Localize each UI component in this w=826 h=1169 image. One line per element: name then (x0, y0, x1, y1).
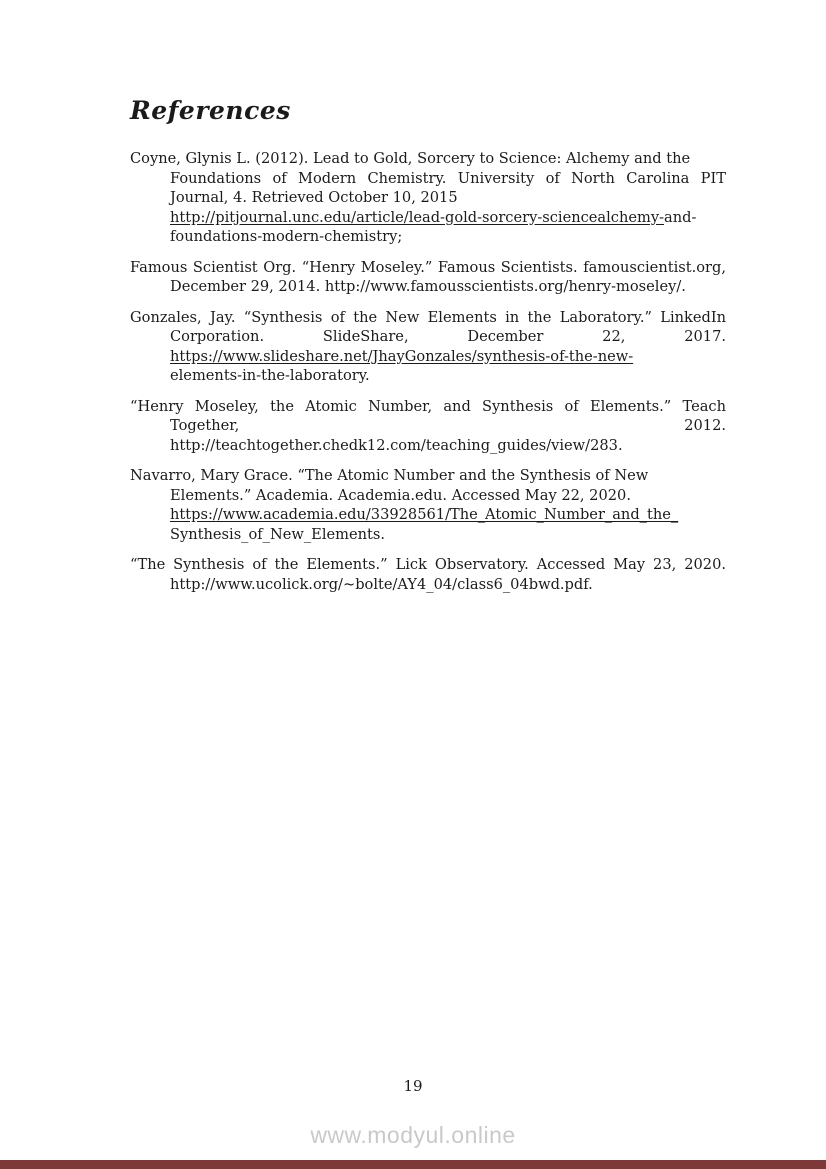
reference-line (130, 277, 726, 297)
reference-url-underlined: https://www.academia.edu/33928561/The_Atomic_Number_and_the_ (170, 506, 679, 523)
reference-text: Together, 2012. (170, 417, 726, 434)
reference-line (130, 327, 726, 347)
reference-line (130, 308, 726, 328)
reference-text: elements-in-the-laboratory. (170, 367, 370, 384)
reference-text: Coyne, Glynis L. (2012). Lead to Gold, Sorcery to Science: Alchemy and the (130, 150, 691, 167)
reference-text: and- (664, 208, 697, 226)
reference-url-underlined: https://www.slideshare.net/JhayGonzales/synthesis-of-the-new- (170, 347, 634, 365)
reference-line (130, 416, 726, 436)
reference-line (130, 397, 726, 417)
reference-line (130, 258, 726, 278)
reference-line (130, 347, 726, 367)
reference-url-underlined: http://pitjournal.unc.edu/article/lead-gold-sorcery-sciencealchemy- (170, 208, 665, 226)
references-section (130, 96, 726, 605)
reference-text: foundations-modern-chemistry; (170, 228, 403, 245)
reference-entry (130, 555, 726, 594)
reference-text: Gonzales, Jay. “Synthesis of the New Elements in the Laboratory.” LinkedIn (130, 308, 726, 326)
reference-line (130, 188, 726, 208)
reference-entry (130, 258, 726, 297)
reference-entry (130, 466, 726, 544)
reference-line (130, 436, 726, 456)
page-number: 19 (403, 1077, 423, 1095)
reference-line (130, 505, 726, 525)
reference-text: Famous Scientist Org. “Henry Moseley.” Famous Scientists. famouscientist.org, (130, 258, 726, 276)
reference-line (130, 466, 726, 486)
reference-line (130, 169, 726, 189)
reference-text: Navarro, Mary Grace. “The Atomic Number and the Synthesis of New (130, 467, 649, 484)
reference-list (130, 149, 726, 594)
reference-line (130, 525, 726, 545)
reference-line (130, 555, 726, 575)
reference-text: Synthesis_of_New_Elements. (170, 525, 385, 543)
reference-text: “The Synthesis of the Elements.” Lick Observatory. Accessed May 23, 2020. (130, 556, 726, 573)
reference-entry (130, 149, 726, 247)
reference-text: Corporation. SlideShare, December 22, 2017. (170, 328, 726, 345)
reference-text: Foundations of Modern Chemistry. University of North Carolina PIT (170, 169, 726, 187)
reference-text: “Henry Moseley, the Atomic Number, and Synthesis of Elements.” Teach (130, 397, 726, 415)
reference-line (130, 486, 726, 506)
reference-text: http://teachtogether.chedk12.com/teaching_guides/view/283. (170, 436, 623, 454)
reference-text: Elements.” Academia. Academia.edu. Accessed May 22, 2020. (170, 486, 631, 504)
reference-text: http://www.ucolick.org/~bolte/AY4_04/class6_04bwd.pdf. (170, 575, 593, 593)
watermark-text: www.modyul.online (310, 1122, 516, 1148)
reference-entry (130, 397, 726, 456)
reference-line (130, 575, 726, 595)
reference-text: Journal, 4. Retrieved October 10, 2015 (170, 189, 458, 206)
reference-line (130, 227, 726, 247)
footer-accent-bar (0, 1160, 826, 1169)
page-title: References (130, 96, 291, 125)
reference-text: December 29, 2014. http://www.famousscientists.org/henry-moseley/. (170, 278, 686, 295)
reference-line (130, 149, 726, 169)
reference-entry (130, 308, 726, 386)
reference-line (130, 366, 726, 386)
reference-line (130, 208, 726, 228)
